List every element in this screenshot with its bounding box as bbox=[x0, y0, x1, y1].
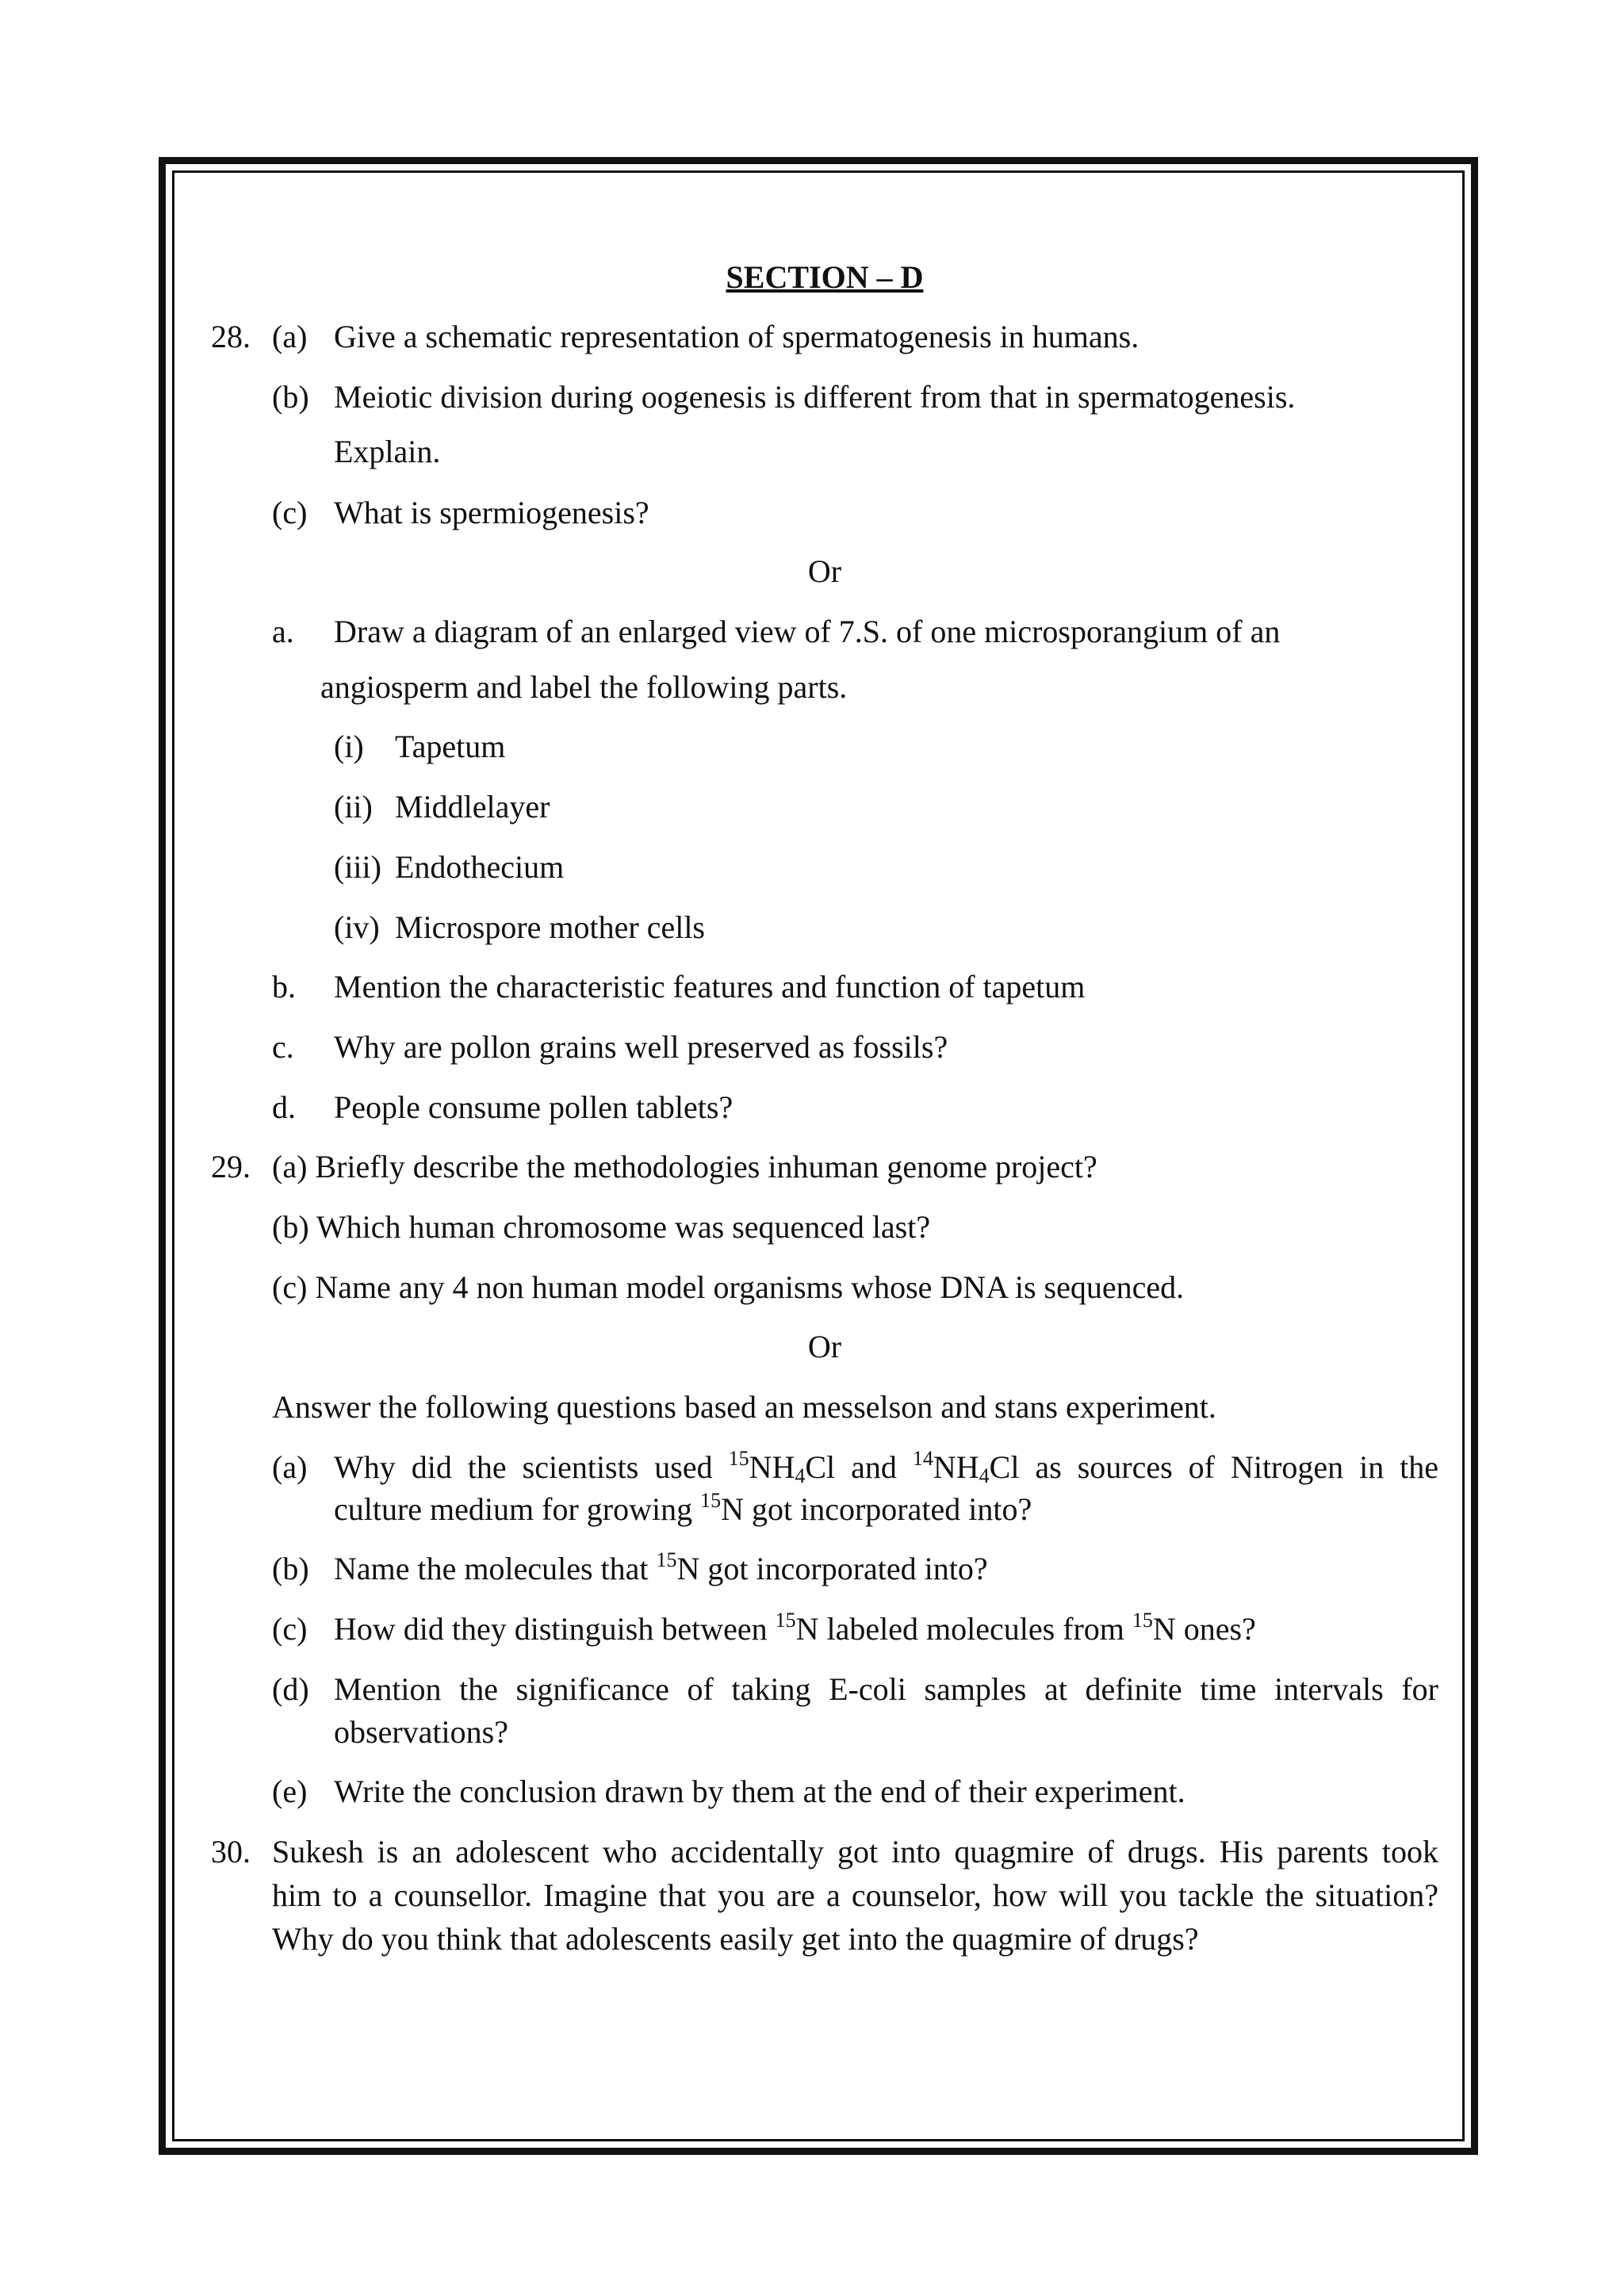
part-label: (d) bbox=[272, 1671, 309, 1707]
question-number: 29. bbox=[211, 1149, 251, 1184]
part-text: Mention the characteristic features and function of tapetum bbox=[334, 969, 1086, 1004]
question-number: 30. bbox=[211, 1834, 251, 1869]
part-text: Why did the scientists used $^{15}NH_4Cl$ and $^{14}NH_4Cl$ as sources of Nitrogen in the bbox=[334, 1447, 1439, 1487]
subpart-label: (iv) bbox=[334, 909, 380, 945]
part-text: culture medium for growing $^{15}$N got incorporated into? bbox=[334, 1489, 1032, 1527]
part-text: Explain. bbox=[334, 434, 441, 469]
part-label: a. bbox=[272, 614, 294, 649]
question-number: 28. bbox=[211, 319, 251, 354]
subpart-text: Tapetum bbox=[395, 729, 506, 764]
part-text: angiosperm and label the following parts. bbox=[320, 669, 848, 705]
part-label: (a) bbox=[272, 319, 308, 354]
part-text: Give a schematic representation of spermatogenesis in humans. bbox=[334, 319, 1139, 354]
question-text: Sukesh is an adolescent who accidentally got into quagmire of drugs. His parents took bbox=[272, 1834, 1438, 1869]
part-text: (b) Which human chromosome was sequenced last? bbox=[272, 1209, 931, 1245]
subpart-label: (ii) bbox=[334, 789, 373, 825]
part-text: Why are pollon grains well preserved as fossils? bbox=[334, 1029, 948, 1065]
part-text: How did they distinguish between $^{15}$N labeled molecules from $^{15}$N ones? bbox=[334, 1609, 1256, 1647]
part-text: People consume pollen tablets? bbox=[334, 1089, 733, 1125]
part-label: (b) bbox=[272, 1551, 309, 1586]
section-title: SECTION – D bbox=[726, 259, 924, 295]
subpart-text: Microspore mother cells bbox=[395, 909, 705, 945]
part-label: b. bbox=[272, 969, 296, 1004]
part-text: Write the conclusion drawn by them at the end of their experiment. bbox=[334, 1774, 1185, 1809]
part-label: c. bbox=[272, 1029, 294, 1065]
or-divider: Or bbox=[807, 553, 842, 589]
part-text: What is spermiogenesis? bbox=[334, 495, 649, 530]
part-label: d. bbox=[272, 1089, 296, 1125]
subpart-text: Middlelayer bbox=[395, 789, 550, 825]
part-text: Draw a diagram of an enlarged view of 7.S. of one microsporangium of an bbox=[334, 614, 1281, 649]
part-text: Mention the significance of taking E-coli samples at definite time intervals for bbox=[334, 1671, 1438, 1707]
part-label: (c) bbox=[272, 1611, 308, 1647]
question-text: him to a counsellor. Imagine that you are a counselor, how will you tackle the situation? bbox=[272, 1877, 1438, 1913]
part-label: (b) bbox=[272, 379, 309, 415]
subpart-text: Endothecium bbox=[395, 849, 565, 885]
or-divider: Or bbox=[807, 1329, 842, 1364]
part-text: Name the molecules that $^{15}$N got incorporated into? bbox=[334, 1548, 988, 1586]
subpart-label: (i) bbox=[334, 729, 364, 764]
subpart-label: (iii) bbox=[334, 849, 381, 885]
part-text: (c) Name any 4 non human model organisms whose DNA is sequenced. bbox=[272, 1269, 1185, 1305]
part-text: (a) Briefly describe the methodologies inhuman genome project? bbox=[272, 1149, 1097, 1184]
question-text: Why do you think that adolescents easily get into the quagmire of drugs? bbox=[272, 1921, 1199, 1957]
intro-text: Answer the following questions based an messelson and stans experiment. bbox=[272, 1389, 1216, 1425]
part-text: Meiotic division during oogenesis is different from that in spermatogenesis. bbox=[334, 379, 1296, 415]
part-text: observations? bbox=[334, 1714, 508, 1750]
part-label: (a) bbox=[272, 1449, 308, 1485]
part-label: (c) bbox=[272, 495, 308, 530]
part-label: (e) bbox=[272, 1774, 308, 1809]
